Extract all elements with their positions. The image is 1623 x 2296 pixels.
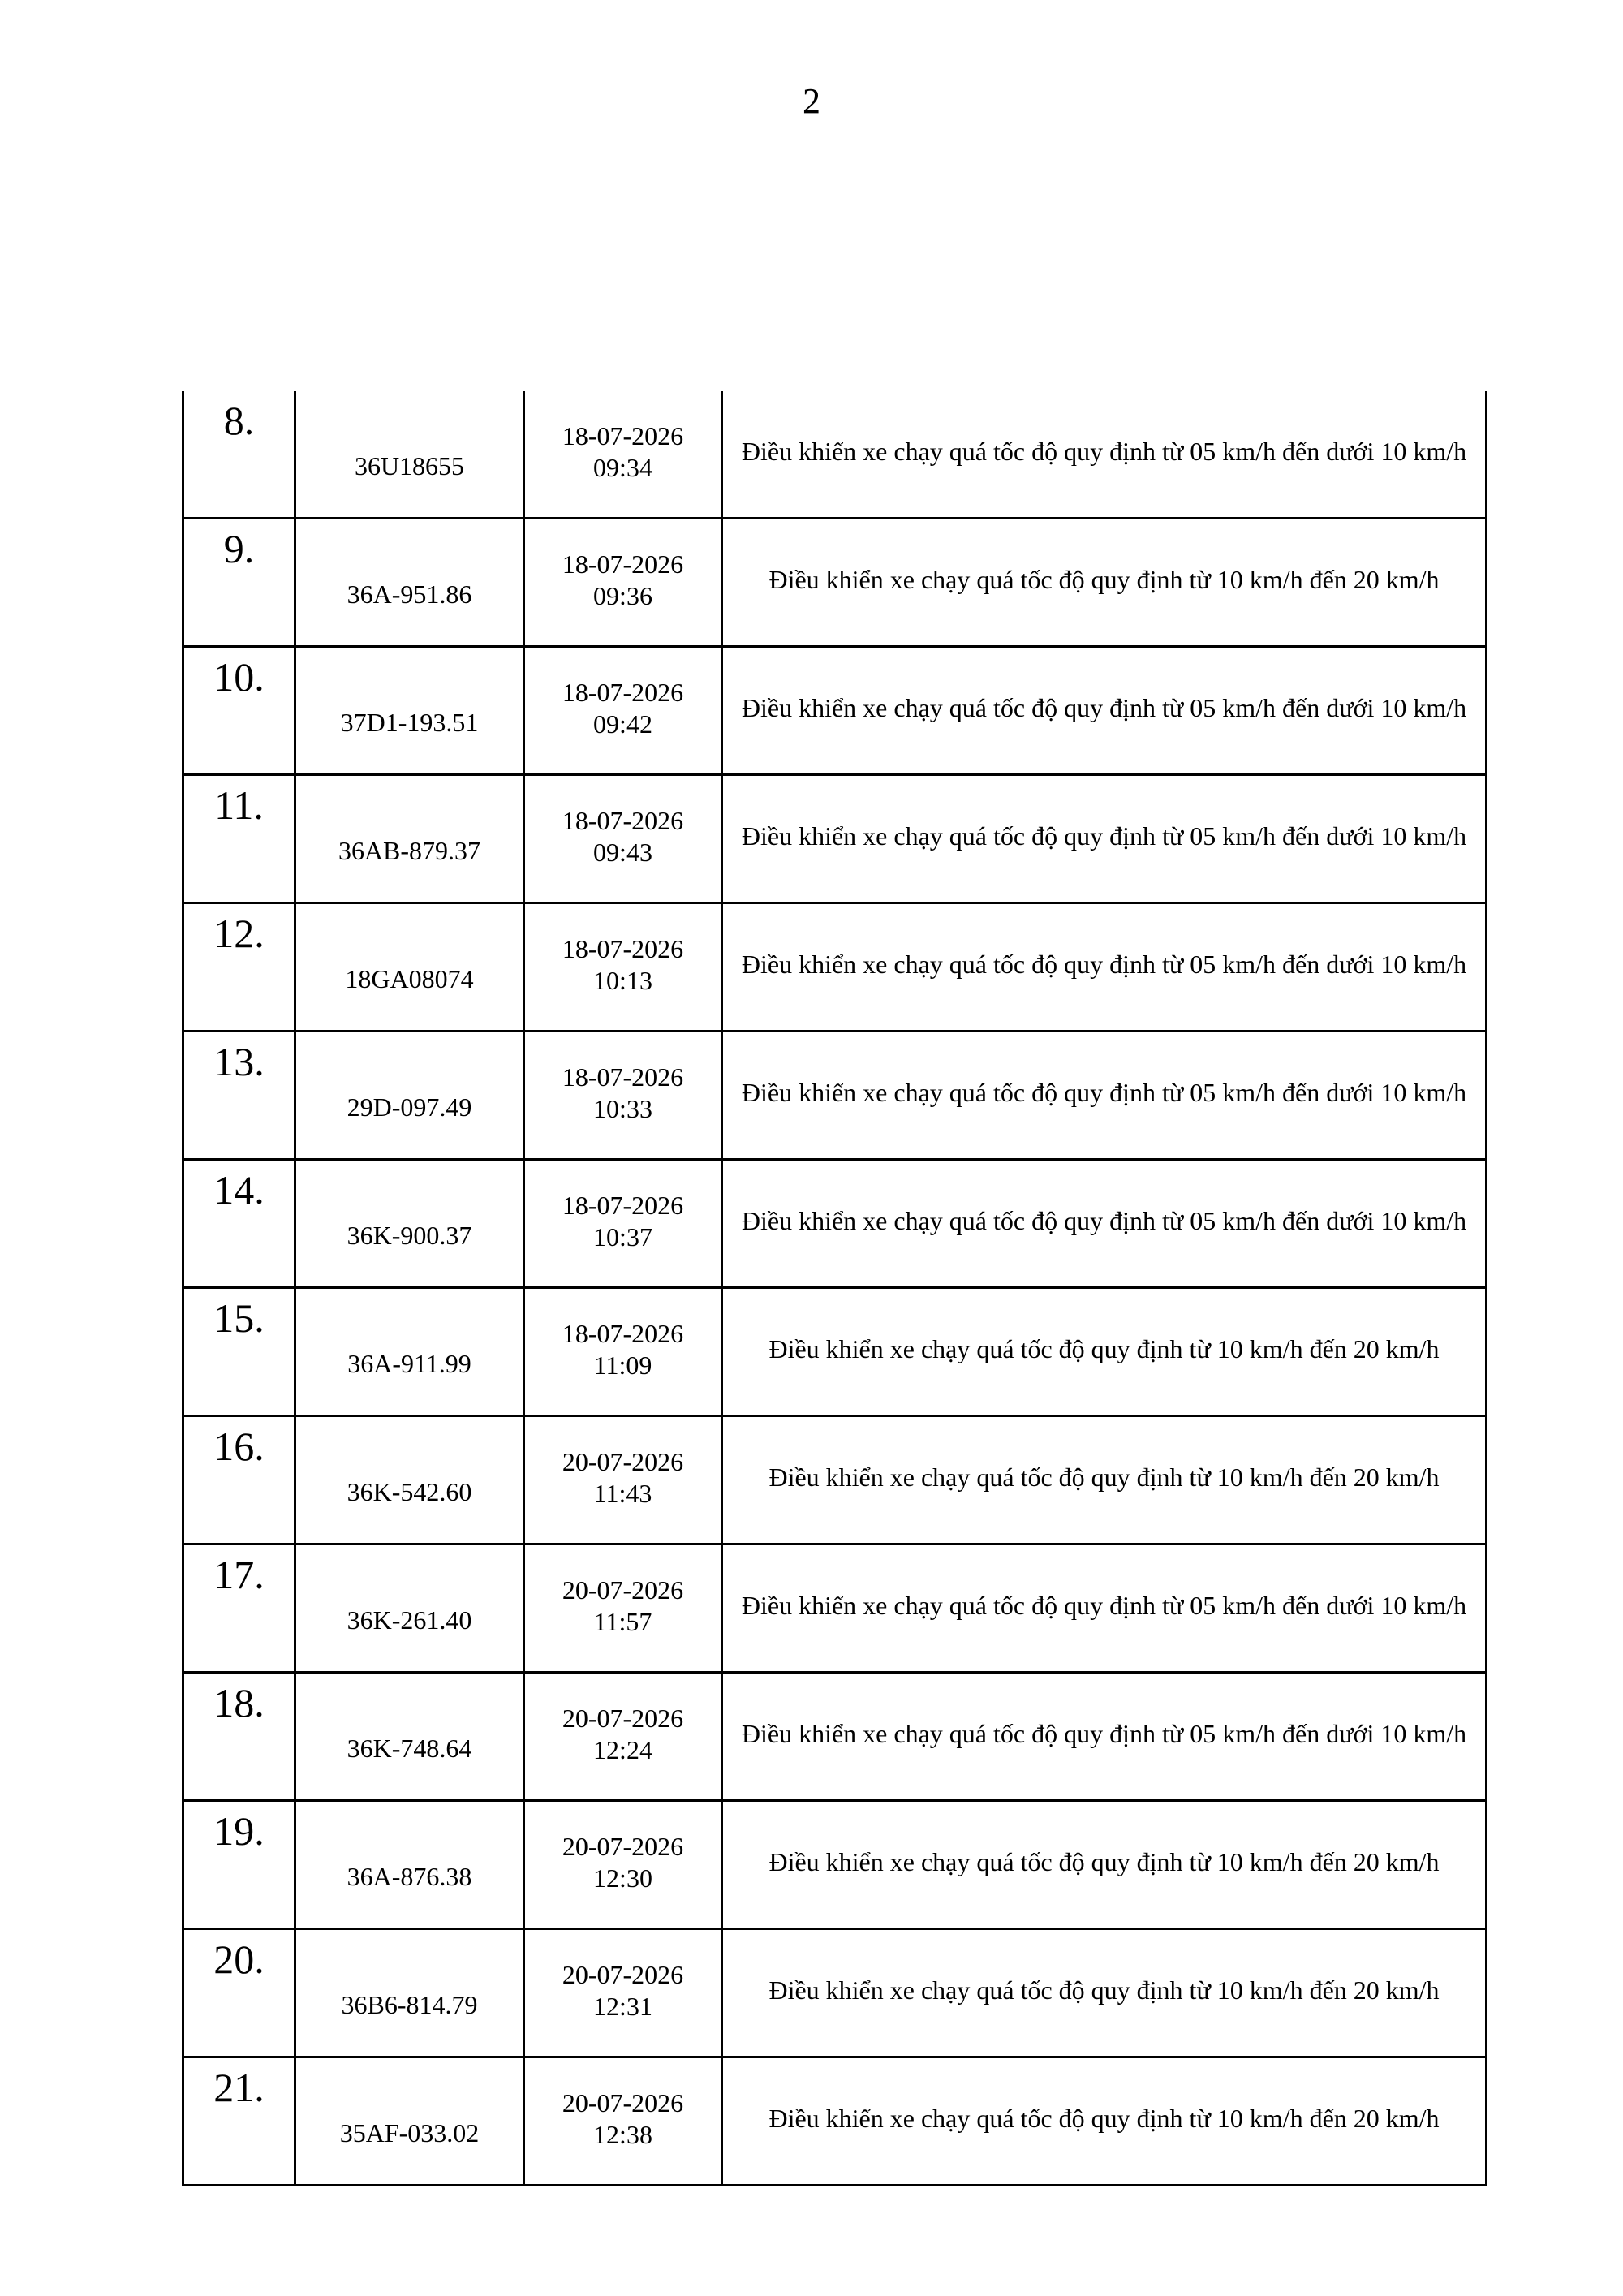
datetime-cell bbox=[524, 519, 722, 647]
violation-date: 18-07-2026 bbox=[562, 1190, 684, 1220]
datetime-cell bbox=[524, 775, 722, 903]
license-plate-cell: 36A-911.99 bbox=[295, 1288, 524, 1416]
violation-description-cell: Điều khiển xe chạy quá tốc độ quy định từ 10 km/h đến 20 km/h bbox=[722, 1801, 1487, 1929]
violations-table bbox=[182, 391, 1487, 2186]
violation-time: 09:34 bbox=[593, 452, 652, 482]
violation-date: 18-07-2026 bbox=[562, 805, 684, 835]
row-number-cell: 17. bbox=[183, 1544, 295, 1673]
violation-description-cell: Điều khiển xe chạy quá tốc độ quy định từ 05 km/h đến dưới 10 km/h bbox=[722, 1160, 1487, 1288]
violation-description-cell: Điều khiển xe chạy quá tốc độ quy định từ 05 km/h đến dưới 10 km/h bbox=[722, 647, 1487, 775]
license-plate-cell: 36K-748.64 bbox=[295, 1673, 524, 1801]
license-plate-cell: 36AB-879.37 bbox=[295, 775, 524, 903]
page-number: 2 bbox=[803, 81, 820, 121]
violation-time: 12:31 bbox=[593, 1991, 652, 2021]
datetime-cell bbox=[524, 1673, 722, 1801]
violation-date: 18-07-2026 bbox=[562, 933, 684, 963]
license-plate-cell: 36A-876.38 bbox=[295, 1801, 524, 1929]
row-number-cell: 11. bbox=[183, 775, 295, 903]
row-number-cell: 12. bbox=[183, 903, 295, 1032]
table-row bbox=[183, 1544, 1487, 1673]
table-row bbox=[183, 1288, 1487, 1416]
violation-date: 20-07-2026 bbox=[562, 1959, 684, 1989]
row-number-cell: 8. bbox=[183, 391, 295, 519]
table-row bbox=[183, 1032, 1487, 1160]
table-row bbox=[183, 1801, 1487, 1929]
license-plate-cell: 36K-261.40 bbox=[295, 1544, 524, 1673]
violation-description-cell: Điều khiển xe chạy quá tốc độ quy định từ 05 km/h đến dưới 10 km/h bbox=[722, 903, 1487, 1032]
violation-date: 20-07-2026 bbox=[562, 1703, 684, 1733]
violation-time: 09:36 bbox=[593, 580, 652, 610]
table-row bbox=[183, 391, 1487, 519]
violation-date: 20-07-2026 bbox=[562, 1574, 684, 1605]
license-plate-cell: 29D-097.49 bbox=[295, 1032, 524, 1160]
license-plate-cell: 36K-542.60 bbox=[295, 1416, 524, 1544]
row-number-cell: 13. bbox=[183, 1032, 295, 1160]
violation-time: 09:43 bbox=[593, 837, 652, 867]
violation-time: 09:42 bbox=[593, 709, 652, 739]
row-number-cell: 14. bbox=[183, 1160, 295, 1288]
violation-date: 20-07-2026 bbox=[562, 1831, 684, 1861]
violation-date: 18-07-2026 bbox=[562, 1062, 684, 1092]
datetime-cell bbox=[524, 1160, 722, 1288]
datetime-cell bbox=[524, 1929, 722, 2057]
violation-time: 12:38 bbox=[593, 2119, 652, 2149]
row-number-cell: 9. bbox=[183, 519, 295, 647]
row-number-cell: 19. bbox=[183, 1801, 295, 1929]
violation-date: 20-07-2026 bbox=[562, 1446, 684, 1476]
table-row bbox=[183, 775, 1487, 903]
datetime-cell bbox=[524, 1288, 722, 1416]
table-row bbox=[183, 1160, 1487, 1288]
violation-time: 12:30 bbox=[593, 1863, 652, 1893]
row-number-cell: 10. bbox=[183, 647, 295, 775]
license-plate-cell: 35AF-033.02 bbox=[295, 2057, 524, 2186]
violation-description-cell: Điều khiển xe chạy quá tốc độ quy định từ 10 km/h đến 20 km/h bbox=[722, 1288, 1487, 1416]
table-row bbox=[183, 1416, 1487, 1544]
datetime-cell bbox=[524, 391, 722, 519]
table-row bbox=[183, 647, 1487, 775]
datetime-cell bbox=[524, 2057, 722, 2186]
table-row bbox=[183, 1673, 1487, 1801]
violation-description-cell: Điều khiển xe chạy quá tốc độ quy định từ 05 km/h đến dưới 10 km/h bbox=[722, 775, 1487, 903]
datetime-cell bbox=[524, 1032, 722, 1160]
violation-time: 10:37 bbox=[593, 1221, 652, 1251]
table-row bbox=[183, 903, 1487, 1032]
violations-table-body bbox=[183, 391, 1487, 2186]
license-plate-cell: 36U18655 bbox=[295, 391, 524, 519]
violation-date: 20-07-2026 bbox=[562, 2087, 684, 2117]
row-number-cell: 16. bbox=[183, 1416, 295, 1544]
violation-time: 11:57 bbox=[593, 1606, 652, 1636]
row-number-cell: 21. bbox=[183, 2057, 295, 2186]
datetime-cell bbox=[524, 903, 722, 1032]
table-row bbox=[183, 1929, 1487, 2057]
violation-description-cell: Điều khiển xe chạy quá tốc độ quy định từ 05 km/h đến dưới 10 km/h bbox=[722, 1032, 1487, 1160]
violation-description-cell: Điều khiển xe chạy quá tốc độ quy định từ 10 km/h đến 20 km/h bbox=[722, 1929, 1487, 2057]
violation-date: 18-07-2026 bbox=[562, 677, 684, 707]
violation-description-cell: Điều khiển xe chạy quá tốc độ quy định từ 10 km/h đến 20 km/h bbox=[722, 1416, 1487, 1544]
license-plate-cell: 18GA08074 bbox=[295, 903, 524, 1032]
license-plate-cell: 37D1-193.51 bbox=[295, 647, 524, 775]
datetime-cell bbox=[524, 1544, 722, 1673]
license-plate-cell: 36B6-814.79 bbox=[295, 1929, 524, 2057]
violation-time: 10:33 bbox=[593, 1093, 652, 1123]
license-plate-cell: 36A-951.86 bbox=[295, 519, 524, 647]
row-number-cell: 18. bbox=[183, 1673, 295, 1801]
violation-description-cell: Điều khiển xe chạy quá tốc độ quy định từ 05 km/h đến dưới 10 km/h bbox=[722, 1673, 1487, 1801]
violation-date: 18-07-2026 bbox=[562, 420, 684, 450]
violation-time: 12:24 bbox=[593, 1734, 652, 1764]
datetime-cell bbox=[524, 1801, 722, 1929]
violation-description-cell: Điều khiển xe chạy quá tốc độ quy định từ 05 km/h đến dưới 10 km/h bbox=[722, 391, 1487, 519]
violation-description-cell: Điều khiển xe chạy quá tốc độ quy định từ 10 km/h đến 20 km/h bbox=[722, 519, 1487, 647]
row-number-cell: 20. bbox=[183, 1929, 295, 2057]
violation-description-cell: Điều khiển xe chạy quá tốc độ quy định từ 05 km/h đến dưới 10 km/h bbox=[722, 1544, 1487, 1673]
violation-time: 11:09 bbox=[593, 1350, 652, 1380]
violation-date: 18-07-2026 bbox=[562, 549, 684, 579]
violation-date: 18-07-2026 bbox=[562, 1318, 684, 1348]
datetime-cell bbox=[524, 1416, 722, 1544]
datetime-cell bbox=[524, 647, 722, 775]
license-plate-cell: 36K-900.37 bbox=[295, 1160, 524, 1288]
violation-time: 11:43 bbox=[593, 1478, 652, 1508]
violation-description-cell: Điều khiển xe chạy quá tốc độ quy định từ 10 km/h đến 20 km/h bbox=[722, 2057, 1487, 2186]
violation-time: 10:13 bbox=[593, 965, 652, 995]
table-row bbox=[183, 2057, 1487, 2186]
row-number-cell: 15. bbox=[183, 1288, 295, 1416]
table-row bbox=[183, 519, 1487, 647]
